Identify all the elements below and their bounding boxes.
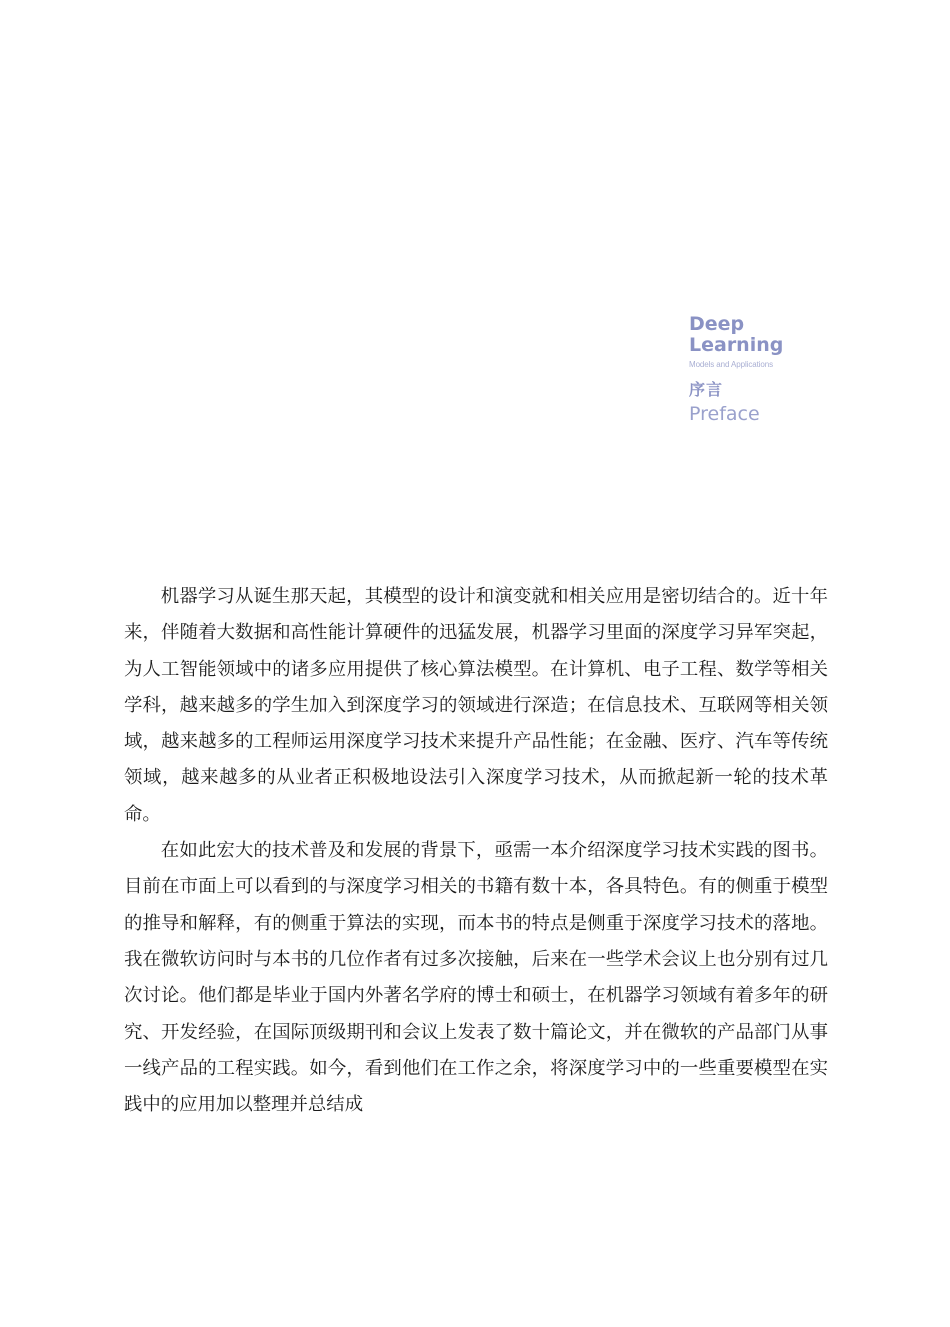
paragraph-1: 机器学习从诞生那天起，其模型的设计和演变就和相关应用是密切结合的。近十年来，伴随着大数据和高性能计算硬件的迅猛发展，机器学习里面的深度学习异军突起，为人工智能领域中的诸多应用提供了核心算法模型。在计算机、电子工程、数学等相关学科，越来越多的学生加入到深度学习的领域进行深造；在信息技术、互联网等相关领域，越来越多的工程师运用深度学习技术来提升产品性能；在金融、医疗、汽车等传统领域，越来越多的从业者正积极地设法引入深度学习技术，从而掀起新一轮的技术革命。: [124, 586, 828, 825]
paragraph-2: 在如此宏大的技术普及和发展的背景下，亟需一本介绍深度学习技术实践的图书。目前在市面上可以看到的与深度学习相关的书籍有数十本，各具特色。有的侧重于模型的推导和解释，有的侧重于算法的实现，而本书的特点是侧重于深度学习技术的落地。我在微软访问时与本书的几位作者有过多次接触，后来在一些学术会议上也分别有过几次讨论。他们都是毕业于国内外著名学府的博士和硕士，在机器学习领域有着多年的研究、开发经验，在国际顶级期刊和会议上发表了数十篇论文，并在微软的产品部门从事一线产品的工程实践。如今，看到他们在工作之余，将深度学习中的一些重要模型在实践中的应用加以整理并总结成: [124, 840, 828, 1116]
section-title-en: Preface: [689, 403, 760, 425]
chapter-title-block: [689, 314, 889, 425]
preface-body: [124, 579, 828, 1123]
brand-line-deep: Deep: [689, 313, 745, 335]
brand-line-learning: Learning: [689, 334, 784, 356]
section-title-zh: 序言: [689, 380, 724, 399]
brand-subtitle: Models and Applications: [689, 360, 773, 369]
